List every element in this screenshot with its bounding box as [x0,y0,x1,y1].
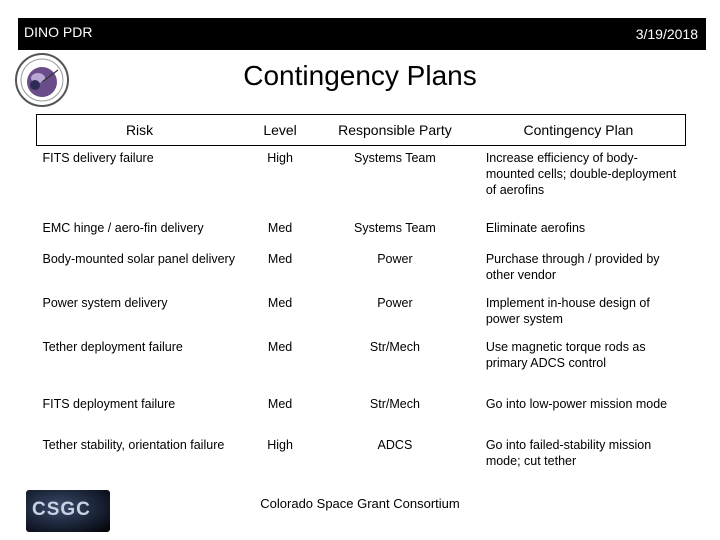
plan-cell: Purchase through / provided by other vendor [485,251,660,282]
table-row [37,216,686,247]
party-cell: Power [377,251,413,266]
level-cell: Med [267,220,293,235]
contingency-table [36,114,686,477]
level-cell: Med [267,295,293,310]
party-cell: Power [377,295,413,310]
plan-cell: Go into low-power mission mode [485,396,668,411]
plan-cell: Increase efficiency of body-mounted cells; double-deployment of aerofins [485,151,677,197]
risk-cell: Tether stability, orientation failure [42,437,225,452]
table-row [37,392,686,433]
csgc-logo-text: CSGC [32,499,91,520]
level-cell: Med [267,251,293,266]
risk-cell: FITS delivery failure [42,151,154,165]
plan-cell: Eliminate aerofins [485,220,586,235]
level-cell: Med [267,396,293,411]
table-row [37,335,686,392]
footer-text: Colorado Space Grant Consortium [260,496,460,511]
party-cell: Systems Team [354,151,436,165]
party-cell: ADCS [377,437,413,452]
level-cell: Med [267,339,293,354]
header-risk: Risk [37,115,243,146]
table-row [37,433,686,477]
risk-cell: Power system delivery [42,295,168,310]
table-row [37,291,686,335]
party-cell: Str/Mech [369,396,420,411]
risk-cell: EMC hinge / aero-fin delivery [42,220,204,235]
level-cell: High [267,151,293,165]
risk-cell: Body-mounted solar panel delivery [42,251,235,266]
plan-cell: Implement in-house design of power system [485,295,650,326]
header-bar [18,18,706,50]
header-date: 3/19/2018 [635,26,698,42]
plan-cell: Go into failed-stability mission mode; cut tether [485,437,652,468]
header-level: Level [242,115,318,146]
table-header-row [37,115,686,146]
party-cell: Systems Team [354,220,436,235]
header-responsible-party: Responsible Party [318,115,472,146]
plan-cell: Use magnetic torque rods as primary ADCS control [485,339,646,370]
risk-cell: Tether deployment failure [42,339,183,354]
table-row [37,247,686,291]
party-cell: Str/Mech [369,339,420,354]
header-left-text: DINO PDR [24,24,93,40]
level-cell: High [267,437,293,452]
page-title: Contingency Plans [243,60,477,91]
table-row [37,146,686,216]
risk-cell: FITS deployment failure [42,396,176,411]
header-contingency-plan: Contingency Plan [472,115,686,146]
